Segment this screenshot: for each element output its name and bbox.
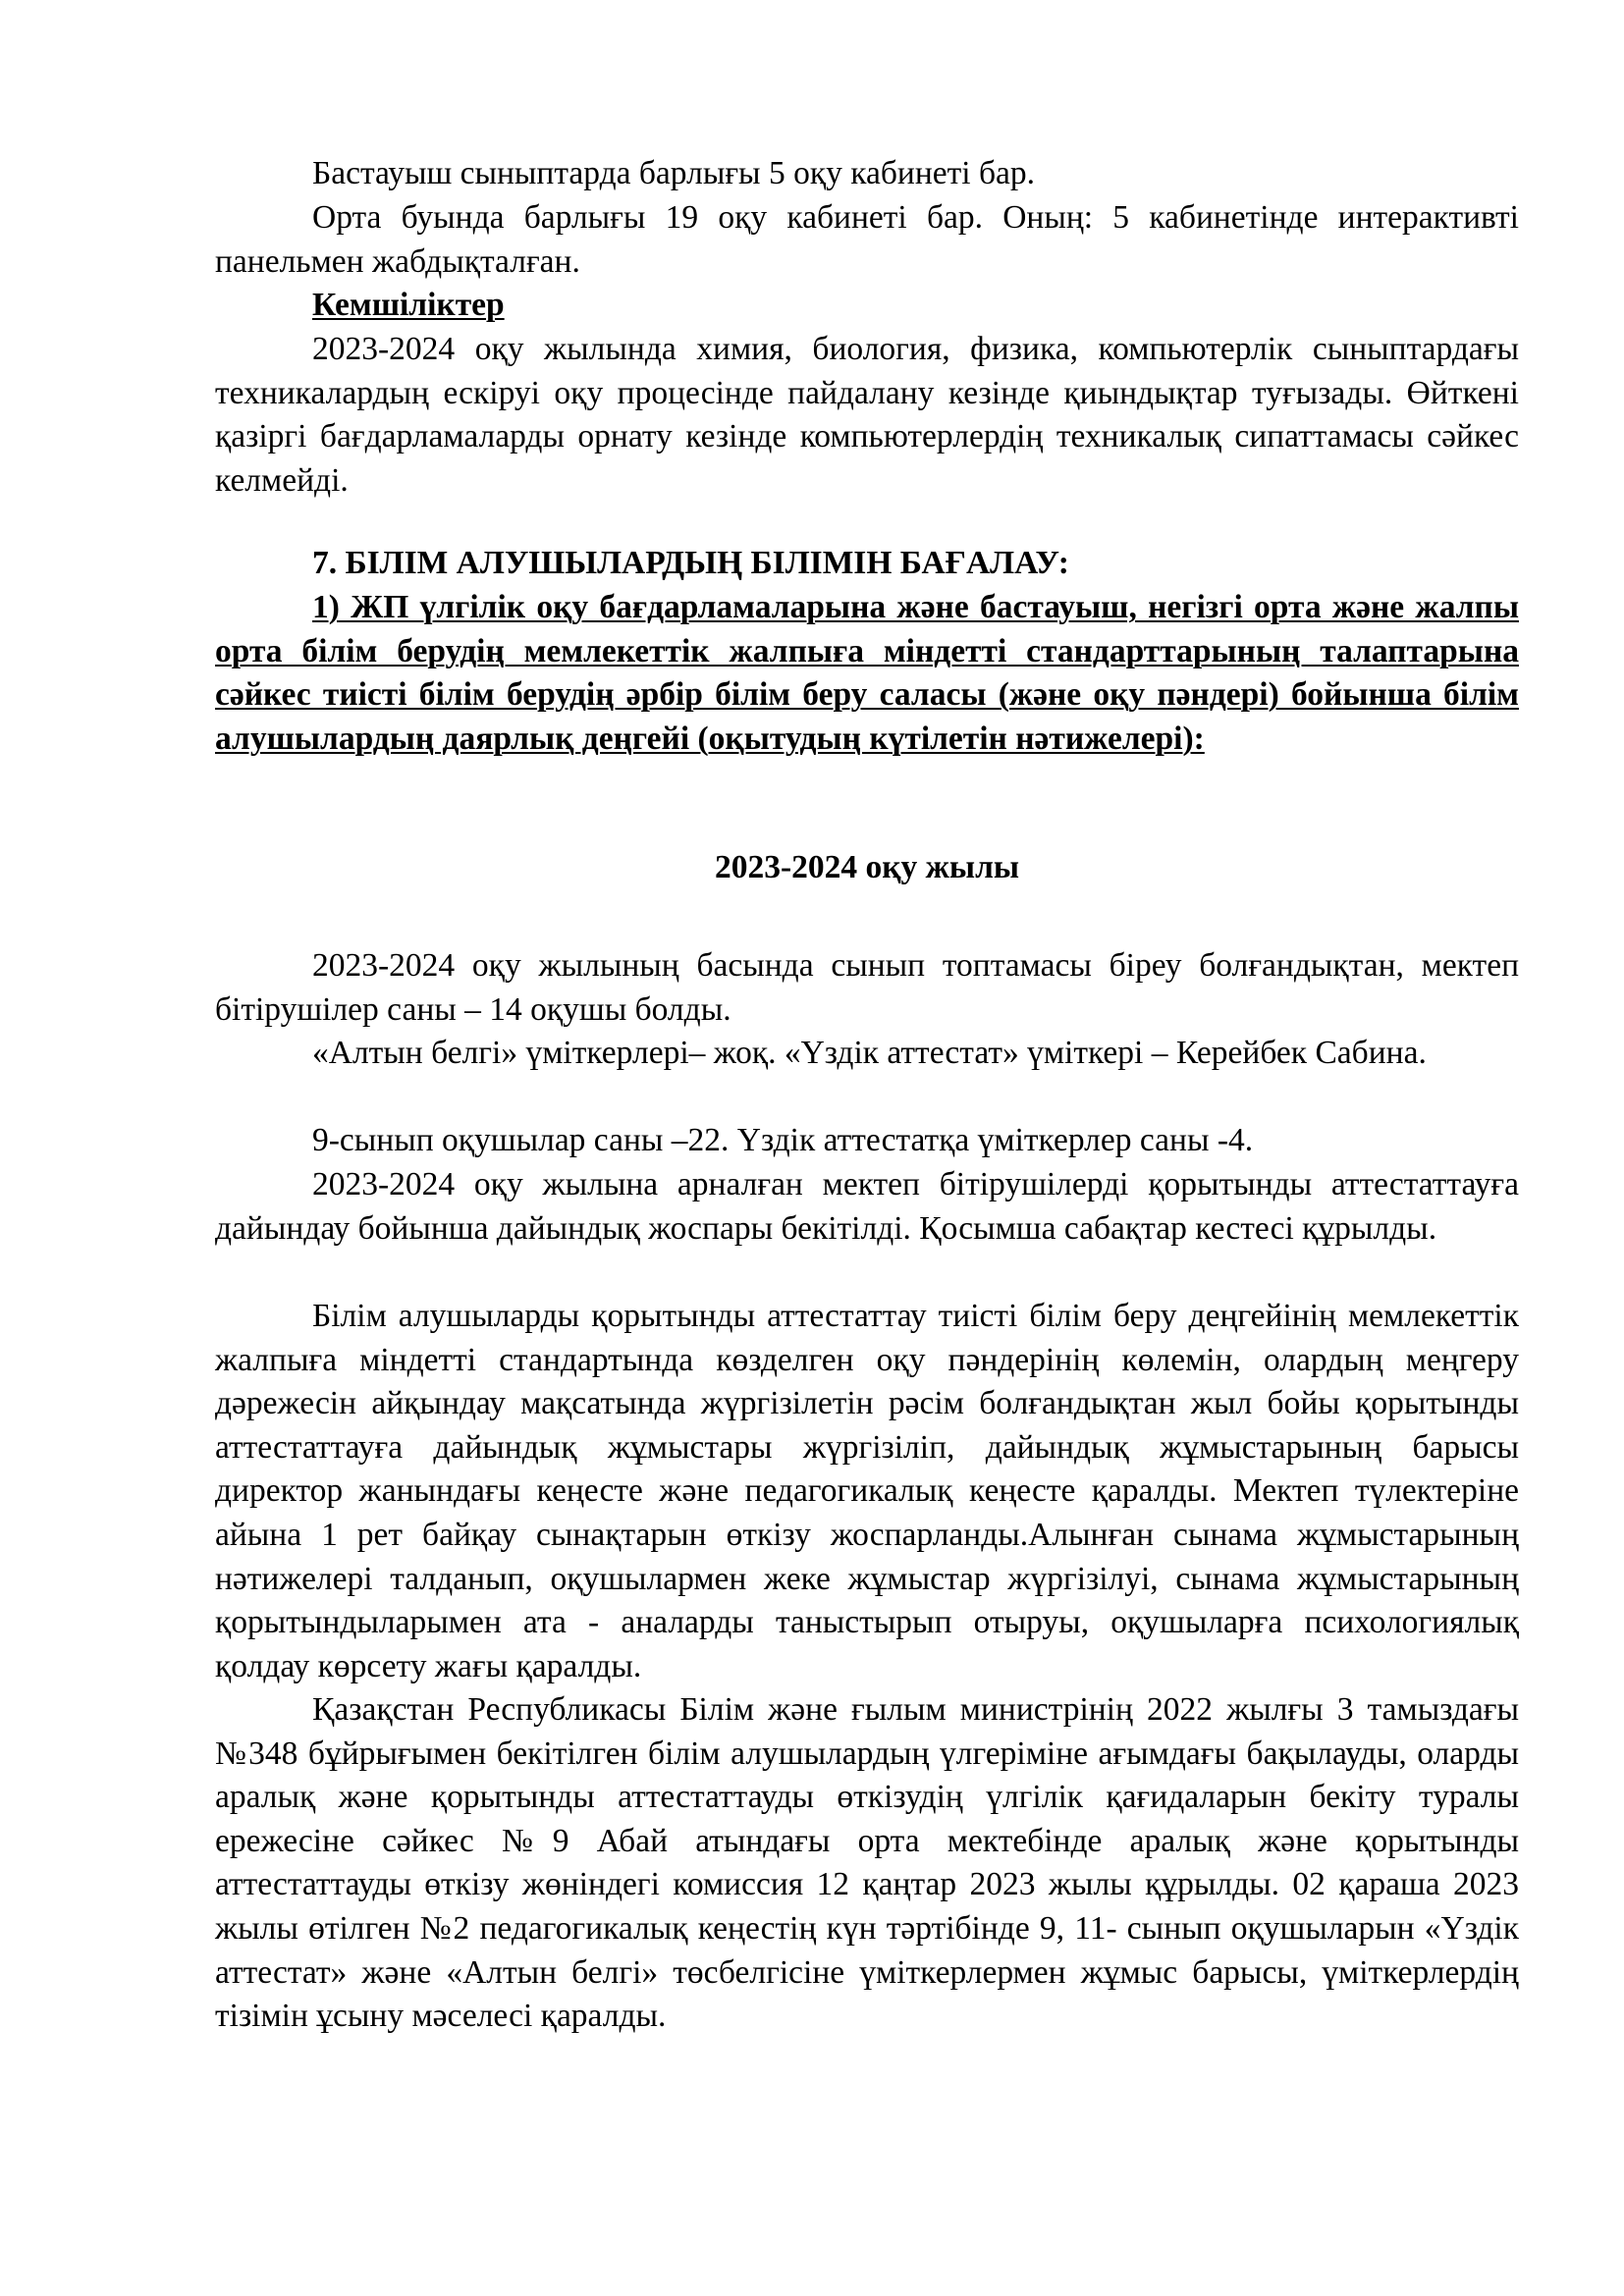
paragraph-classrooms-primary: Бастауыш сыныптарда барлығы 5 оқу кабинеті бар. bbox=[312, 155, 1035, 191]
paragraph-preparation-plan: 2023-2024 оқу жылына арналған мектеп бітірушілерді қорытынды аттестаттауға дайындау бойынша дайындық жоспары бекітілді. Қосымша сабақтар кестесі құрылды. bbox=[215, 1166, 1519, 1247]
paragraph-ministry-order: Қазақстан Республикасы Білім және ғылым министрінің 2022 жылғы 3 тамыздағы №348 бұйрығымен бекітілген білім алушылардың үлгеріміне ағымдағы бақылауды, оларды аралық және қорытынды аттестаттауды өткізудің үлгілік қағидаларын бекіту туралы ережесіне сәйкес №9 Абай атындағы орта мектебінде аралық және қорытынды аттестаттауды өткізу жөніндегі комиссия 12 қаңтар 2023 жылы құрылды. 02 қараша 2023 жылы өтілген №2 педагогикалық кеңестің күн тәртібінде 9, 11- сынып оқушыларын «Үздік аттестат» және «Алтын белгі» төсбелгісіне үміткерлермен жұмыс барысы, үміткерлердің тізімін ұсыну мәселесі қаралды. bbox=[215, 1691, 1519, 2035]
heading-subsection-1: 1) ЖП үлгілік оқу бағдарламаларына және бастауыш, негізгі орта және жалпы орта білім берудің мемлекеттік жалпыға міндетті стандарттарының талаптарына сәйкес тиісті білім берудің әрбір білім беру саласы (және оқу пәндері) бойынша білім алушылардың даярлық деңгейі (оқытудың күтілетін нәтижелері): bbox=[215, 589, 1519, 757]
heading-school-year: 2023-2024 оқу жылы bbox=[714, 849, 1020, 885]
paragraph-classrooms-middle: Орта буында барлығы 19 оқу кабинеті бар. Оның: 5 кабинетінде интерактивті панельмен жабдықталған. bbox=[215, 199, 1519, 280]
paragraph-final-attestation: Білім алушыларды қорытынды аттестаттау тиісті білім беру деңгейінің мемлекеттік жалпыға міндетті стандартында көзделген оқу пәндерінің көлемін, олардың меңгеру дәрежесін айқындау мақсатында жүргізілетін рәсім болғандықтан жыл бойы қорытынды аттестаттауға дайындық жұмыстары жүргізіліп, дайындық жұмыстарының барысы директор жанындағы кеңесте және педагогикалық кеңесте қаралды. Мектеп түлектеріне айына 1 рет байқау сынақтарын өткізу жоспарланды.Алынған сынама жұмыстарының нәтижелері талданып, оқушылармен жеке жұмыстар жүргізілуі, сынама жұмыстарының қорытындыларымен ата - аналарды таныстырып отыруы, оқушыларға психологиялық қолдау көрсету жағы қаралды. bbox=[215, 1298, 1519, 1684]
paragraph-candidates: «Алтын белгі» үміткерлері– жоқ. «Үздік аттестат» үміткері – Керейбек Сабина. bbox=[312, 1035, 1427, 1071]
paragraph-graduates-count: 2023-2024 оқу жылының басында сынып топтамасы біреу болғандықтан, мектеп бітірушілер саны – 14 оқушы болды. bbox=[215, 947, 1519, 1028]
paragraph-equipment-issues: 2023-2024 оқу жылында химия, биология, физика, компьютерлік сыныптардағы техникалардың ескіруі оқу процесінде пайдалану кезінде қиындықтар туғызады. Өйткені қазіргі бағдарламаларды орнату кезінде компьютерлердің техникалық сипаттамасы сәйкес келмейді. bbox=[215, 331, 1519, 499]
heading-shortcomings: Кемшіліктер bbox=[312, 287, 505, 323]
paragraph-grade9: 9-сынып оқушылар саны –22. Үздік аттестатқа үміткерлер саны -4. bbox=[312, 1122, 1254, 1158]
heading-section-7: 7. БІЛІМ АЛУШЫЛАРДЫҢ БІЛІМІН БАҒАЛАУ: bbox=[312, 545, 1069, 581]
